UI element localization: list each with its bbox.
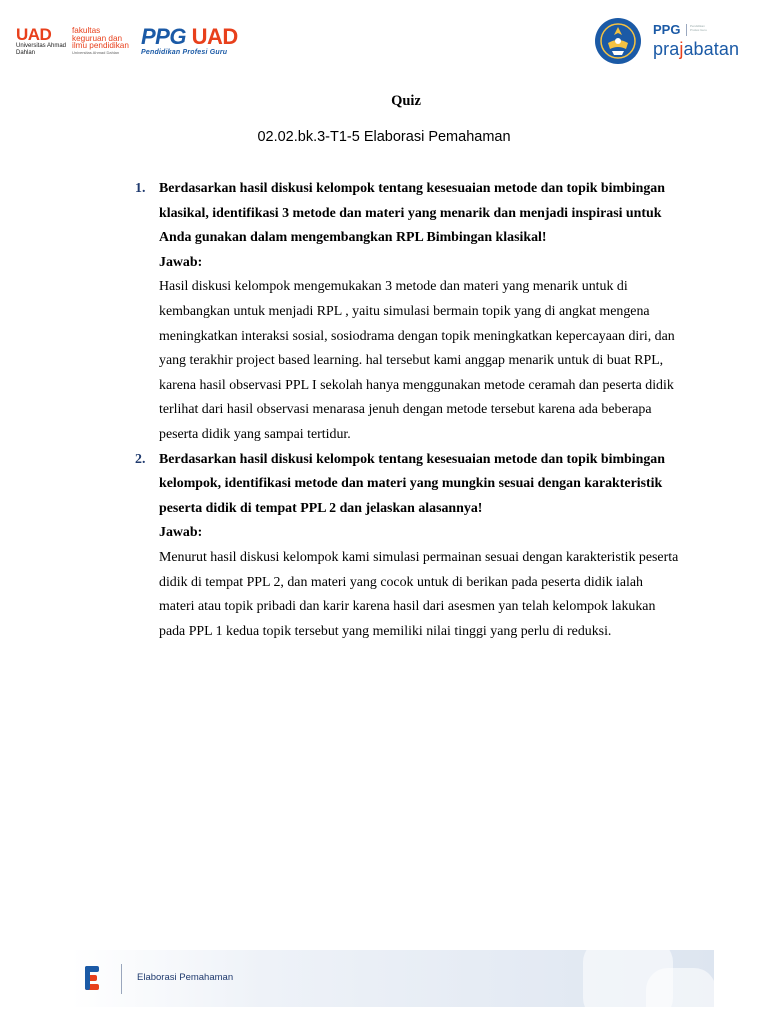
kemendikbud-emblem-icon [594, 17, 642, 65]
ppg-prajabatan-logo [594, 17, 744, 69]
elaborasi-e-icon [83, 964, 107, 996]
footer-decor-shape [646, 968, 714, 1007]
answer-label: Jawab: [159, 525, 203, 541]
prajabatan-wordmark [653, 39, 739, 59]
page-subtitle: 02.02.bk.3-T1-5 Elaborasi Pemahaman [257, 129, 511, 145]
fkip-logo-line: keguruan dan [72, 33, 123, 43]
uad-logo-subtitle: Universitas Ahmad Dahlan [16, 43, 67, 56]
answer-text: Hasil diskusi kelompok mengemukakan 3 metode dan materi yang menarik untuk di kembangkan untuk menjadi RPL , yaitu simulasi bermain topik yang di angkat mengena meningkatkan interaksi sosial, sosiodrama dengan topik meningkatkan kepercayaan diri, dan yang terakhir project based learning. hal tersebut kami anggap menarik untuk di buat RPL, karena hasil observasi PPL I sekolah hanya menggunakan metode ceramah dan peserta didik terlihat dari hasil observasi menarasa jenuh dengan metode tersebut karena ada beberapa peserta didik yang sampai tertidur. [159, 279, 675, 442]
ppg-right-tagline: Pendidikan Profesi Guru [690, 24, 707, 32]
page-header [0, 0, 768, 80]
fkip-logo [72, 27, 138, 55]
ppg-uad-logo-uad: UAD [191, 24, 238, 49]
answer-text: Menurut hasil diskusi kelompok kami simulasi permainan sesuai dengan karakteristik peserta didik di tempat PPL 2, dan materi yang cocok untuk di berikan pada peserta didik ialah materi atau topik pribadi dan karir karena hasil dari asesmen yan telah kelompok lakukan pada PPL 1 kedua topik tersebut yang memiliki nilai tinggi yang perlu di reduksi. [159, 549, 679, 639]
question-item [132, 448, 680, 645]
prajabatan-part: j [679, 39, 684, 59]
uad-logo-mark: UAD [16, 25, 52, 44]
page-title: Quiz [391, 93, 421, 109]
fkip-logo-line: ilmu pendidikan [72, 41, 129, 51]
prajabatan-part: abatan [683, 39, 740, 59]
uad-logo [16, 26, 68, 56]
ppg-right-label: PPG [653, 22, 681, 37]
question-item [132, 177, 680, 448]
ppg-tagline-divider [686, 24, 687, 36]
fkip-logo-line: fakultas [72, 26, 101, 35]
question-text: Berdasarkan hasil diskusi kelompok tentang kesesuaian metode dan topik bimbingan kelompok, identifikasi metode dan materi yang mungkin sesuai dengan karakteristik peserta didik di tempat PPL 2 dan jelaskan alasannya! [159, 451, 665, 516]
question-list [132, 177, 680, 644]
footer-divider [121, 964, 122, 994]
ppg-uad-logo [141, 25, 238, 57]
question-number: 1. [135, 181, 146, 196]
ppg-uad-logo-ppg: PPG [141, 24, 186, 49]
ppg-uad-logo-subtitle: Pendidikan Profesi Guru [141, 49, 228, 56]
prajabatan-part: pra [653, 39, 680, 59]
footer-label: Elaborasi Pemahaman [137, 972, 234, 983]
question-text: Berdasarkan hasil diskusi kelompok tentang kesesuaian metode dan topik bimbingan klasikal, identifikasi 3 metode dan materi yang menarik dan menjadi inspirasi untuk Anda gunakan dalam mengembangkan RPL Bimbingan klasikal! [159, 181, 665, 246]
question-number: 2. [135, 451, 146, 467]
answer-label: Jawab: [159, 254, 203, 270]
footer-banner [71, 950, 714, 1007]
fkip-logo-small: Universitas Ahmad Dahlan [72, 49, 120, 55]
